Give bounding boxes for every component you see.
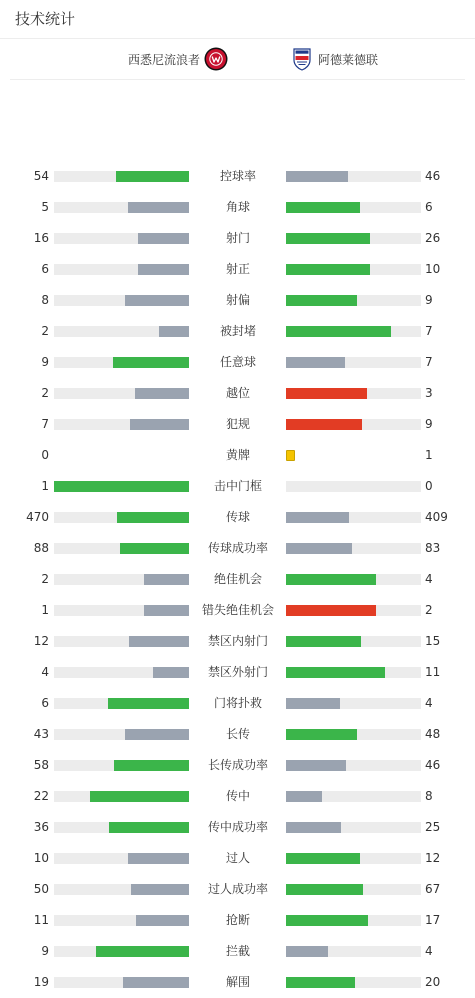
home-value: 1 bbox=[41, 479, 49, 493]
away-value: 4 bbox=[425, 944, 433, 958]
stat-row bbox=[0, 967, 475, 998]
away-value: 7 bbox=[425, 355, 433, 369]
away-bar-track bbox=[286, 264, 421, 275]
away-bar-fill bbox=[286, 946, 328, 957]
away-bar-track bbox=[286, 822, 421, 833]
home-bar-track bbox=[54, 760, 189, 771]
away-bar-track bbox=[286, 760, 421, 771]
home-bar-fill bbox=[129, 636, 189, 647]
home-value: 8 bbox=[41, 293, 49, 307]
stat-row bbox=[0, 688, 475, 719]
away-bar-fill bbox=[286, 295, 357, 306]
home-bar-fill bbox=[90, 791, 189, 802]
home-value: 2 bbox=[41, 572, 49, 586]
home-bar-fill bbox=[123, 977, 189, 988]
away-bar-fill bbox=[286, 729, 357, 740]
home-bar-track bbox=[54, 388, 189, 399]
stat-label: 过人 bbox=[225, 851, 250, 865]
stat-row bbox=[0, 409, 475, 440]
home-bar-track bbox=[54, 357, 189, 368]
away-value: 12 bbox=[425, 851, 441, 865]
away-bar-fill bbox=[286, 636, 361, 647]
away-value: 6 bbox=[425, 200, 433, 214]
home-bar-fill bbox=[159, 326, 189, 337]
away-bar-track bbox=[286, 977, 421, 988]
stat-row bbox=[0, 905, 475, 936]
stat-row bbox=[0, 936, 475, 967]
stat-label: 长传成功率 bbox=[207, 758, 268, 772]
home-value: 10 bbox=[33, 851, 49, 865]
away-bar-fill bbox=[286, 605, 376, 616]
home-bar-track bbox=[54, 419, 189, 430]
stat-row bbox=[0, 223, 475, 254]
stat-row bbox=[0, 812, 475, 843]
home-value: 0 bbox=[41, 448, 49, 462]
away-value: 8 bbox=[425, 789, 433, 803]
away-bar-fill bbox=[286, 264, 370, 275]
home-value: 11 bbox=[33, 913, 49, 927]
home-value: 36 bbox=[33, 820, 49, 834]
stat-row bbox=[0, 471, 475, 502]
stat-row bbox=[0, 316, 475, 347]
away-value: 46 bbox=[425, 758, 441, 772]
stat-row bbox=[0, 285, 475, 316]
home-value: 16 bbox=[33, 231, 49, 245]
home-value: 88 bbox=[33, 541, 49, 555]
section-header bbox=[0, 0, 475, 39]
stat-row bbox=[0, 595, 475, 626]
away-bar-fill bbox=[286, 171, 348, 182]
away-value: 20 bbox=[425, 975, 441, 989]
home-value: 7 bbox=[41, 417, 49, 431]
home-bar-fill bbox=[113, 357, 189, 368]
home-bar-track bbox=[54, 822, 189, 833]
western-sydney-wanderers-crest-icon bbox=[204, 47, 228, 71]
home-bar-track bbox=[54, 977, 189, 988]
away-bar-track bbox=[286, 605, 421, 616]
away-bar-fill bbox=[286, 667, 385, 678]
home-bar-fill bbox=[117, 512, 189, 523]
away-bar-track bbox=[286, 853, 421, 864]
home-bar-track bbox=[54, 264, 189, 275]
home-bar-fill bbox=[96, 946, 189, 957]
away-value: 11 bbox=[425, 665, 441, 679]
away-value: 2 bbox=[425, 603, 433, 617]
away-bar-track bbox=[286, 388, 421, 399]
home-value: 12 bbox=[33, 634, 49, 648]
away-bar-fill bbox=[286, 419, 362, 430]
home-bar-fill bbox=[54, 481, 189, 492]
home-bar-track bbox=[54, 481, 189, 492]
away-bar-track bbox=[286, 636, 421, 647]
home-bar-track bbox=[54, 512, 189, 523]
away-bar-fill bbox=[286, 574, 376, 585]
away-value: 67 bbox=[425, 882, 441, 896]
home-bar-fill bbox=[153, 667, 189, 678]
away-bar-fill bbox=[286, 512, 349, 523]
home-value: 2 bbox=[41, 386, 49, 400]
home-bar-track bbox=[54, 202, 189, 213]
stat-label: 过人成功率 bbox=[207, 882, 268, 896]
teams-row bbox=[10, 39, 465, 80]
stat-label: 拦截 bbox=[225, 944, 250, 958]
stat-label: 射偏 bbox=[225, 293, 250, 307]
stat-label: 错失绝佳机会 bbox=[201, 603, 274, 617]
home-value: 58 bbox=[33, 758, 49, 772]
away-bar-track bbox=[286, 884, 421, 895]
away-bar-track bbox=[286, 512, 421, 523]
stat-label: 黄牌 bbox=[225, 448, 250, 462]
away-bar-fill bbox=[286, 202, 360, 213]
away-bar-fill bbox=[286, 388, 367, 399]
away-value: 46 bbox=[425, 169, 441, 183]
stat-label: 门将扑救 bbox=[213, 696, 262, 710]
home-card-area bbox=[54, 450, 189, 461]
stat-label: 传球 bbox=[225, 510, 250, 524]
home-team-name: 西悉尼流浪者 bbox=[127, 52, 200, 67]
away-value: 48 bbox=[425, 727, 441, 741]
away-bar-track bbox=[286, 171, 421, 182]
home-value: 19 bbox=[33, 975, 49, 989]
home-bar-fill bbox=[108, 698, 189, 709]
home-bar-track bbox=[54, 791, 189, 802]
away-bar-fill bbox=[286, 915, 368, 926]
home-bar-track bbox=[54, 698, 189, 709]
away-bar-track bbox=[286, 357, 421, 368]
home-bar-fill bbox=[114, 760, 189, 771]
home-value: 5 bbox=[41, 200, 49, 214]
home-value: 4 bbox=[41, 665, 49, 679]
yellow-card-icon bbox=[286, 450, 295, 461]
home-bar-fill bbox=[130, 419, 189, 430]
stat-row bbox=[0, 657, 475, 688]
away-bar-track bbox=[286, 667, 421, 678]
home-bar-fill bbox=[116, 171, 189, 182]
away-bar-fill bbox=[286, 698, 340, 709]
stat-label: 射门 bbox=[225, 231, 250, 245]
away-value: 25 bbox=[425, 820, 441, 834]
away-bar-fill bbox=[286, 326, 391, 337]
away-bar-track bbox=[286, 698, 421, 709]
away-bar-track bbox=[286, 574, 421, 585]
away-bar-fill bbox=[286, 543, 352, 554]
stat-label: 禁区内射门 bbox=[207, 634, 268, 648]
home-bar-fill bbox=[138, 264, 189, 275]
away-card-area bbox=[286, 450, 421, 461]
stat-label: 禁区外射门 bbox=[207, 665, 268, 679]
away-bar-fill bbox=[286, 822, 341, 833]
home-bar-fill bbox=[125, 295, 189, 306]
stat-label: 抢断 bbox=[225, 913, 250, 927]
stat-label: 越位 bbox=[225, 386, 250, 400]
home-bar-fill bbox=[144, 574, 189, 585]
home-bar-fill bbox=[109, 822, 189, 833]
away-value: 7 bbox=[425, 324, 433, 338]
home-bar-track bbox=[54, 636, 189, 647]
stat-row bbox=[0, 440, 475, 471]
away-value: 409 bbox=[425, 510, 448, 524]
stat-label: 传球成功率 bbox=[207, 541, 268, 555]
away-team[interactable] bbox=[290, 47, 378, 71]
stat-row bbox=[0, 347, 475, 378]
away-bar-fill bbox=[286, 977, 355, 988]
away-bar-track bbox=[286, 915, 421, 926]
stat-row bbox=[0, 843, 475, 874]
away-value: 17 bbox=[425, 913, 441, 927]
stat-label: 绝佳机会 bbox=[213, 572, 262, 586]
away-value: 10 bbox=[425, 262, 441, 276]
away-value: 3 bbox=[425, 386, 433, 400]
section-title: 技术统计 bbox=[15, 10, 76, 28]
away-bar-track bbox=[286, 233, 421, 244]
away-value: 4 bbox=[425, 696, 433, 710]
home-bar-fill bbox=[135, 388, 189, 399]
stat-row bbox=[0, 564, 475, 595]
stat-label: 击中门框 bbox=[213, 479, 262, 493]
stat-row bbox=[0, 378, 475, 409]
home-bar-track bbox=[54, 884, 189, 895]
home-bar-fill bbox=[144, 605, 189, 616]
stat-row bbox=[0, 533, 475, 564]
stat-row bbox=[0, 161, 475, 192]
home-value: 470 bbox=[26, 510, 49, 524]
away-bar-track bbox=[286, 202, 421, 213]
away-value: 9 bbox=[425, 293, 433, 307]
home-bar-track bbox=[54, 574, 189, 585]
home-bar-track bbox=[54, 326, 189, 337]
stat-row bbox=[0, 719, 475, 750]
stat-row bbox=[0, 874, 475, 905]
home-team[interactable] bbox=[128, 47, 228, 71]
home-bar-fill bbox=[138, 233, 189, 244]
stat-row bbox=[0, 254, 475, 285]
away-bar-track bbox=[286, 419, 421, 430]
home-value: 6 bbox=[41, 262, 49, 276]
away-value: 9 bbox=[425, 417, 433, 431]
stat-label: 传中成功率 bbox=[207, 820, 268, 834]
stat-row bbox=[0, 626, 475, 657]
stat-label: 传中 bbox=[225, 789, 250, 803]
stat-label: 角球 bbox=[225, 200, 250, 214]
home-bar-track bbox=[54, 295, 189, 306]
away-value: 15 bbox=[425, 634, 441, 648]
stat-row bbox=[0, 192, 475, 223]
home-bar-track bbox=[54, 667, 189, 678]
away-value: 26 bbox=[425, 231, 441, 245]
away-bar-track bbox=[286, 729, 421, 740]
away-bar-track bbox=[286, 946, 421, 957]
home-value: 2 bbox=[41, 324, 49, 338]
stat-label: 射正 bbox=[225, 262, 250, 276]
away-bar-track bbox=[286, 481, 421, 492]
away-bar-fill bbox=[286, 760, 346, 771]
home-bar-track bbox=[54, 605, 189, 616]
stat-row bbox=[0, 502, 475, 533]
away-bar-fill bbox=[286, 791, 322, 802]
home-value: 6 bbox=[41, 696, 49, 710]
stat-row bbox=[0, 750, 475, 781]
away-bar-track bbox=[286, 295, 421, 306]
away-team-name: 阿德莱德联 bbox=[318, 52, 379, 67]
adelaide-united-crest-icon bbox=[290, 47, 314, 71]
home-value: 1 bbox=[41, 603, 49, 617]
away-bar-track bbox=[286, 326, 421, 337]
home-bar-fill bbox=[128, 202, 189, 213]
home-value: 43 bbox=[33, 727, 49, 741]
stat-label: 任意球 bbox=[219, 355, 256, 369]
away-value: 1 bbox=[425, 448, 433, 462]
away-bar-fill bbox=[286, 233, 370, 244]
stat-label: 长传 bbox=[225, 727, 250, 741]
stat-label: 解围 bbox=[225, 975, 250, 989]
home-value: 9 bbox=[41, 944, 49, 958]
away-value: 0 bbox=[425, 479, 433, 493]
stat-label: 控球率 bbox=[219, 169, 256, 183]
home-value: 50 bbox=[33, 882, 49, 896]
home-bar-track bbox=[54, 233, 189, 244]
away-bar-fill bbox=[286, 853, 360, 864]
home-value: 22 bbox=[33, 789, 49, 803]
stat-row bbox=[0, 781, 475, 812]
home-bar-track bbox=[54, 915, 189, 926]
away-bar-fill bbox=[286, 884, 363, 895]
home-bar-track bbox=[54, 543, 189, 554]
home-bar-fill bbox=[120, 543, 189, 554]
home-bar-track bbox=[54, 171, 189, 182]
home-bar-fill bbox=[136, 915, 189, 926]
away-bar-track bbox=[286, 543, 421, 554]
home-bar-track bbox=[54, 853, 189, 864]
home-value: 9 bbox=[41, 355, 49, 369]
home-bar-fill bbox=[125, 729, 189, 740]
home-bar-track bbox=[54, 729, 189, 740]
home-value: 54 bbox=[33, 169, 49, 183]
away-value: 4 bbox=[425, 572, 433, 586]
away-bar-fill bbox=[286, 357, 345, 368]
away-bar-track bbox=[286, 791, 421, 802]
away-value: 83 bbox=[425, 541, 441, 555]
home-bar-fill bbox=[131, 884, 189, 895]
stat-label: 犯规 bbox=[225, 417, 250, 431]
stat-label: 被封堵 bbox=[219, 324, 256, 338]
home-bar-track bbox=[54, 946, 189, 957]
home-bar-fill bbox=[128, 853, 189, 864]
